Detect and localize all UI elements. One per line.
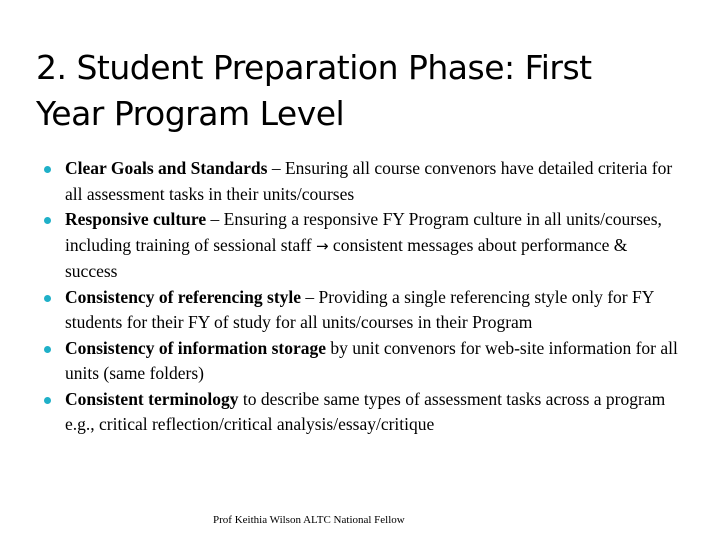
slide-title-line-2: Year Program Level xyxy=(36,94,345,133)
bullet-heading: Consistency of referencing style xyxy=(65,286,302,307)
bullet-text: – Ensuring all course convenors have detailed criteria for all assessment tasks in their units/courses xyxy=(65,158,673,204)
slide-footer: Prof Keithia Wilson ALTC National Fellow xyxy=(213,514,405,526)
bullet-list xyxy=(42,156,682,438)
bullet-heading: Clear Goals and Standards xyxy=(65,158,268,178)
bullet-heading: Consistency of information storage xyxy=(65,337,327,358)
bullet-information-storage xyxy=(42,336,682,387)
bullet-dot-icon xyxy=(44,295,51,302)
right-arrow-icon: → xyxy=(315,236,329,255)
bullet-referencing-style xyxy=(42,285,682,336)
bullet-text-after: consistent messages about performance & success xyxy=(65,234,628,281)
bullet-dot-icon xyxy=(44,166,51,173)
bullet-text: – Providing a single referencing style only for FY students for their FY of study for all units/courses in their Program xyxy=(65,286,654,332)
bullet-heading: Responsive culture xyxy=(65,209,207,229)
bullet-dot-icon xyxy=(44,346,51,353)
slide-title-line-1: 2. Student Preparation Phase: First xyxy=(36,48,592,87)
bullet-dot-icon xyxy=(44,217,51,224)
bullet-consistent-terminology xyxy=(42,387,682,438)
bullet-responsive-culture xyxy=(42,207,682,285)
slide-title xyxy=(36,45,686,137)
bullet-dot-icon xyxy=(44,397,51,404)
bullet-clear-goals xyxy=(42,156,682,207)
bullet-heading: Consistent terminology xyxy=(65,388,239,409)
bullet-text: to describe same types of assessment tasks across a program e.g., critical reflection/critical analysis/essay/critique xyxy=(65,388,666,434)
bullet-text: by unit convenors for web-site information for all units (same folders) xyxy=(65,337,678,383)
bullet-text: – Ensuring a responsive FY Program culture in all units/courses, including training of sessional staff xyxy=(65,209,662,255)
